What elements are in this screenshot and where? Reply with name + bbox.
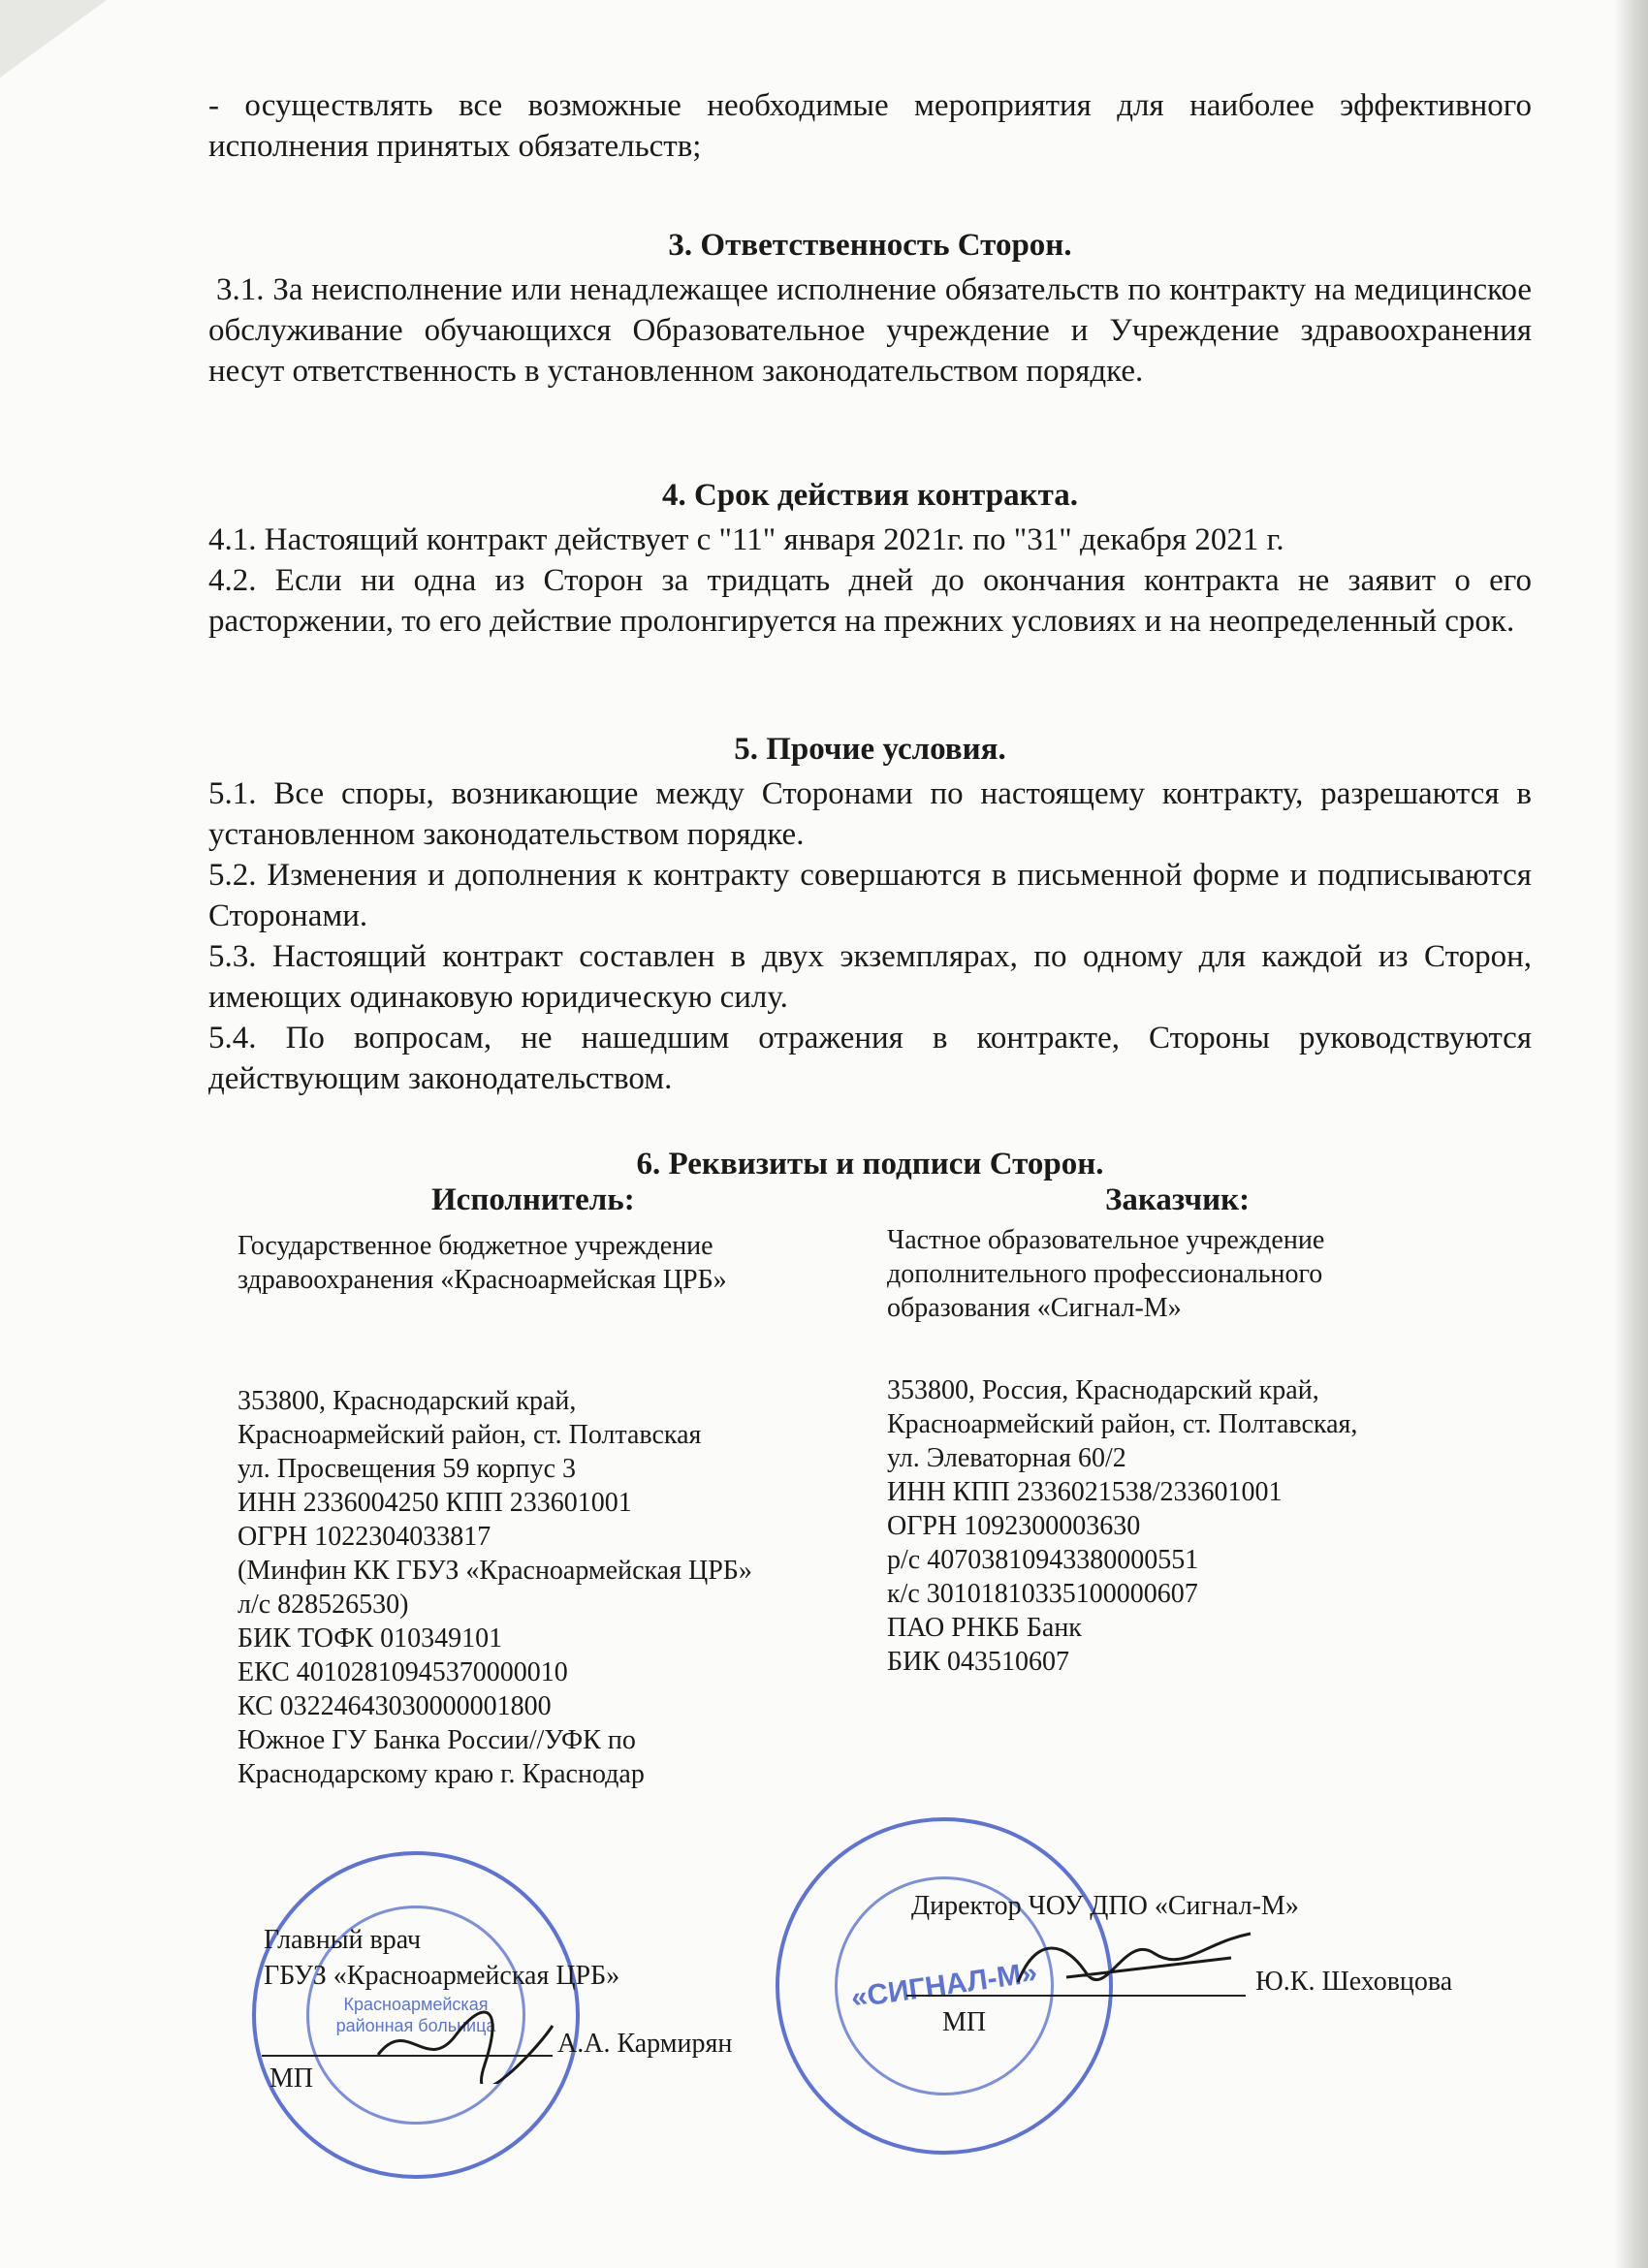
clause-5-2: 5.2. Изменения и дополнения к контракту совершаются в письменной форме и подписываются Сторонами. bbox=[208, 858, 1532, 933]
clause-5-1: 5.1. Все споры, возникающие между Сторонами по настоящему контракту, разрешаются в установленном законодательством порядке. bbox=[208, 776, 1532, 852]
executor-heading: Исполнитель: bbox=[431, 1182, 635, 1217]
section-6-title: 6. Реквизиты и подписи Сторон. bbox=[636, 1147, 1104, 1181]
executor-sign-org: ГБУЗ «Красноармейская ЦРБ» bbox=[264, 1961, 620, 1991]
executor-detail-line: КС 03224643030000001800 bbox=[238, 1691, 552, 1721]
executor-sign-title: Главный врач bbox=[264, 1925, 422, 1955]
section-4-title: 4. Срок действия контракта. bbox=[661, 478, 1079, 513]
customer-name-line: образования «Сигнал-М» bbox=[887, 1293, 1182, 1323]
customer-sign-title: Директор ЧОУ ДПО «Сигнал-М» bbox=[911, 1891, 1299, 1921]
executor-detail-line: БИК ТОФК 010349101 bbox=[238, 1623, 503, 1654]
left-stamp-text: Красноармейская районная больница bbox=[335, 1995, 496, 2035]
clause-3-1: 3.1. За неисполнение или ненадлежащее исполнение обязательств по контракту на медицинское обслуживание обучающихся Образовательное учреждение и Учреждение здравоохранения несут ответственность в установленном законодательством порядке. bbox=[208, 272, 1532, 389]
clause-4-1: 4.1. Настоящий контракт действует с "11" января 2021г. по "31" декабря 2021 г. bbox=[208, 522, 1284, 557]
executor-detail-line: ул. Просвещения 59 корпус 3 bbox=[238, 1454, 577, 1484]
customer-detail-line: ул. Элеваторная 60/2 bbox=[887, 1443, 1126, 1473]
clause-4-2: 4.2. Если ни одна из Сторон за тридцать дней до окончания контракта не заявит о его расторжении, то его действие пролонгируется на прежних условиях и на неопределенный срок. bbox=[208, 563, 1532, 639]
customer-heading: Заказчик: bbox=[1105, 1182, 1251, 1217]
executor-detail-line: ИНН 2336004250 КПП 233601001 bbox=[238, 1488, 632, 1518]
section-4-body bbox=[208, 520, 1532, 642]
intro-text: - осуществлять все возможные необходимые мероприятия для наиболее эффективного исполнения принятых обязательств; bbox=[208, 88, 1532, 164]
customer-name-line: дополнительного профессионального bbox=[887, 1259, 1323, 1289]
customer-name-line: Частное образовательное учреждение bbox=[887, 1225, 1325, 1255]
executor-sign-name: А.А. Кармирян bbox=[557, 2029, 733, 2059]
executor-details bbox=[238, 1229, 752, 1791]
executor-name-line: Государственное бюджетное учреждение bbox=[238, 1231, 713, 1261]
executor-detail-line: 353800, Краснодарский край, bbox=[238, 1386, 577, 1416]
customer-detail-line: ИНН КПП 2336021538/233601001 bbox=[887, 1477, 1283, 1507]
clause-5-3: 5.3. Настоящий контракт составлен в двух экземплярах, по одному для каждой из Сторон, имеющих одинаковую юридическую силу. bbox=[208, 939, 1532, 1015]
section-5-body bbox=[208, 773, 1532, 1099]
section-5-title: 5. Прочие условия. bbox=[734, 732, 1006, 767]
customer-detail-line: ПАО РНКБ Банк bbox=[887, 1613, 1082, 1643]
customer-details bbox=[887, 1223, 1357, 1679]
right-stamp-text: «СИГНАЛ-М» bbox=[848, 1956, 1039, 2015]
customer-detail-line: Красноармейский район, ст. Полтавская, bbox=[887, 1409, 1358, 1439]
executor-detail-line: (Минфин КК ГБУЗ «Красноармейская ЦРБ» bbox=[238, 1556, 752, 1586]
executor-detail-line: Красноармейский район, ст. Полтавская bbox=[238, 1420, 702, 1450]
executor-name-line: здравоохранения «Красноармейская ЦРБ» bbox=[238, 1265, 727, 1295]
customer-sign-name: Ю.К. Шеховцова bbox=[1255, 1967, 1453, 1997]
customer-detail-line: р/с 40703810943380000551 bbox=[887, 1545, 1199, 1575]
page-edge-shadow bbox=[1614, 0, 1648, 2268]
clause-5-4: 5.4. По вопросам, не нашедшим отражения в контракте, Стороны руководствуются действующим законодательством. bbox=[208, 1021, 1532, 1096]
executor-mp: МП bbox=[269, 2063, 314, 2094]
customer-signature-icon bbox=[1008, 1914, 1260, 2001]
executor-detail-line: ЕКС 40102810945370000010 bbox=[238, 1657, 568, 1687]
section-3-body bbox=[208, 269, 1532, 392]
customer-mp: МП bbox=[942, 2007, 987, 2037]
executor-detail-line: Краснодарскому краю г. Краснодар bbox=[238, 1759, 645, 1789]
customer-detail-line: 353800, Россия, Краснодарский край, bbox=[887, 1375, 1319, 1405]
intro-paragraph bbox=[208, 85, 1532, 167]
executor-detail-line: л/с 828526530) bbox=[238, 1590, 409, 1620]
customer-detail-line: ОГРН 1092300003630 bbox=[887, 1511, 1141, 1541]
executor-detail-line: Южное ГУ Банка России//УФК по bbox=[238, 1725, 636, 1755]
customer-detail-line: к/с 30101810335100000607 bbox=[887, 1579, 1198, 1609]
section-3-title: 3. Ответственность Сторон. bbox=[668, 228, 1072, 263]
executor-signature-icon bbox=[368, 1997, 562, 2084]
customer-detail-line: БИК 043510607 bbox=[887, 1647, 1069, 1677]
executor-detail-line: ОГРН 1022304033817 bbox=[238, 1522, 491, 1552]
